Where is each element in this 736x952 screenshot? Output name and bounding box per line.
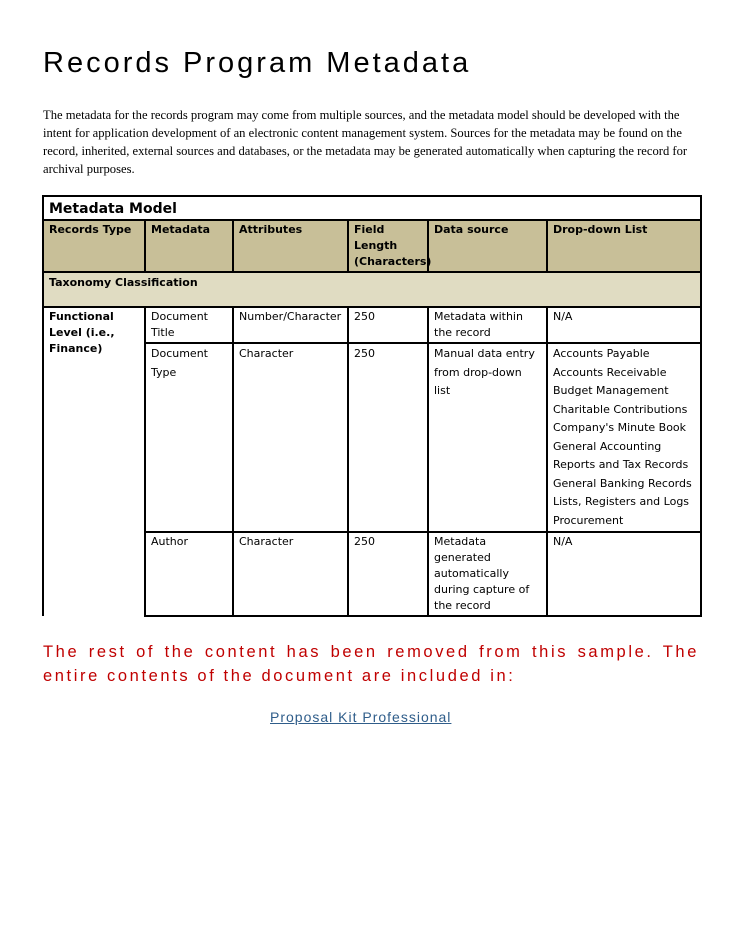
list-item: Procurement: [553, 513, 624, 527]
data-source-cell: Metadata generated automatically during capture of the record: [428, 532, 547, 616]
header-attributes: Attributes: [233, 220, 348, 272]
dropdown-cell: [547, 343, 701, 532]
list-item: General Accounting: [553, 439, 662, 453]
intro-paragraph: The metadata for the records program may come from multiple sources, and the metadata model should be developed with the intent for application development of an electronic content management system. Sources for the metadata may be found on the record, inherited, external sources and databases, or the metadata may be generated automatically when capturing the record for archival purposes.: [43, 108, 688, 176]
table-caption: Metadata Model: [43, 196, 701, 220]
dropdown-cell: N/A: [547, 307, 701, 343]
data-source-cell: Metadata within the record: [428, 307, 547, 343]
header-field-length: Field Length (Characters): [348, 220, 428, 272]
metadata-model-table: [42, 195, 702, 617]
dropdown-options-list: [553, 345, 695, 530]
proposal-kit-link[interactable]: Proposal Kit Professional: [270, 709, 452, 725]
header-dropdown-list: Drop-down List: [547, 220, 701, 272]
table-row: [43, 307, 701, 343]
field-length-cell: 250: [348, 532, 428, 616]
list-item: Lists, Registers and Logs: [553, 495, 690, 508]
table-header-row: [43, 220, 701, 272]
list-item: Accounts Payable: [553, 347, 650, 360]
records-type-cell: Functional Level (i.e., Finance): [43, 307, 145, 616]
dropdown-cell: N/A: [547, 532, 701, 616]
content-removed-notice: The rest of the content has been removed from this sample. The entire contents of the document are included in:: [43, 643, 699, 685]
list-item: Charitable Contributions: [553, 402, 688, 416]
field-length-cell: 250: [348, 307, 428, 343]
attributes-cell: Character: [233, 343, 348, 532]
metadata-cell: Document Type: [145, 343, 233, 532]
data-source-cell: Manual data entry from drop-down list: [428, 343, 547, 532]
field-length-cell: 250: [348, 343, 428, 532]
list-item: Reports and Tax Records: [553, 458, 689, 471]
header-metadata: Metadata: [145, 220, 233, 272]
metadata-cell: Author: [145, 532, 233, 616]
list-item: General Banking Records: [553, 476, 692, 490]
taxonomy-label: Taxonomy Classification: [43, 272, 701, 307]
header-data-source: Data source: [428, 220, 547, 272]
page-title: Records Program Metadata: [43, 47, 472, 79]
attributes-cell: Number/Character: [233, 307, 348, 343]
list-item: Company's Minute Book: [553, 421, 687, 434]
attributes-cell: Character: [233, 532, 348, 616]
list-item: Accounts Receivable: [553, 365, 667, 379]
metadata-cell: Document Title: [145, 307, 233, 343]
list-item: Budget Management: [553, 384, 669, 397]
header-records-type: Records Type: [43, 220, 145, 272]
taxonomy-row: [43, 272, 701, 307]
